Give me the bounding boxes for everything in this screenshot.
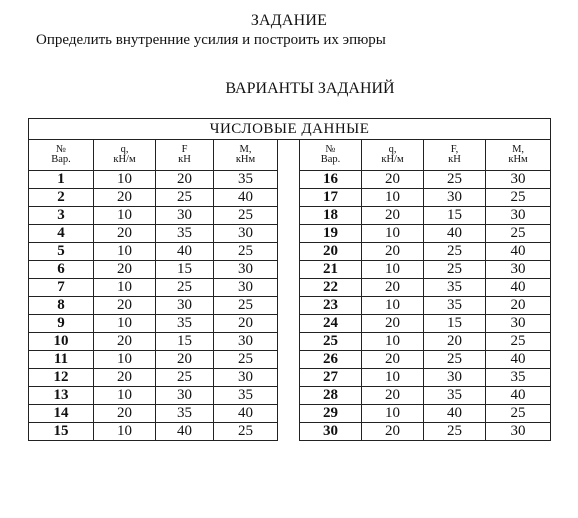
table-cell: 10 — [94, 315, 156, 333]
column-gap — [278, 189, 300, 207]
table-cell: 35 — [214, 387, 278, 405]
variant-number-cell: 9 — [29, 315, 94, 333]
column-gap — [278, 140, 300, 171]
table-cell: 20 — [156, 171, 214, 189]
header-cell: q, кН/м — [362, 140, 424, 171]
table-cell: 15 — [424, 207, 486, 225]
table-row — [29, 189, 551, 207]
table-cell: 15 — [424, 315, 486, 333]
table-cell: 25 — [156, 279, 214, 297]
variant-number-cell: 15 — [29, 423, 94, 441]
table-row — [29, 243, 551, 261]
variant-number-cell: 1 — [29, 171, 94, 189]
table-cell: 20 — [486, 297, 551, 315]
header-cell: F кН — [156, 140, 214, 171]
table-cell: 25 — [214, 423, 278, 441]
variant-number-cell: 10 — [29, 333, 94, 351]
table-cell: 10 — [362, 369, 424, 387]
table-row — [29, 405, 551, 423]
variant-number-cell: 17 — [300, 189, 362, 207]
column-gap — [278, 207, 300, 225]
variant-number-cell: 11 — [29, 351, 94, 369]
column-gap — [278, 315, 300, 333]
table-row — [29, 225, 551, 243]
table-cell: 30 — [214, 369, 278, 387]
table-cell: 40 — [486, 387, 551, 405]
table-cell: 20 — [362, 387, 424, 405]
table-cell: 40 — [424, 225, 486, 243]
table-cell: 10 — [362, 297, 424, 315]
column-gap — [278, 351, 300, 369]
variant-number-cell: 6 — [29, 261, 94, 279]
table-cell: 25 — [424, 351, 486, 369]
table-cell: 30 — [486, 171, 551, 189]
column-gap — [278, 423, 300, 441]
table-cell: 20 — [94, 297, 156, 315]
table-cell: 35 — [424, 279, 486, 297]
table-row — [29, 261, 551, 279]
table-row — [29, 279, 551, 297]
table-cell: 10 — [362, 225, 424, 243]
variant-number-cell: 30 — [300, 423, 362, 441]
table-cell: 10 — [362, 405, 424, 423]
table-row — [29, 333, 551, 351]
header-cell: М, кНм — [486, 140, 551, 171]
table-cell: 20 — [362, 279, 424, 297]
table-cell: 35 — [214, 171, 278, 189]
table-cell: 20 — [362, 351, 424, 369]
table-cell: 40 — [156, 243, 214, 261]
table-cell: 25 — [424, 423, 486, 441]
table-cell: 20 — [362, 423, 424, 441]
table-cell: 25 — [424, 171, 486, 189]
table-row — [29, 171, 551, 189]
header-cell: q, кН/м — [94, 140, 156, 171]
table-cell: 30 — [156, 207, 214, 225]
column-gap — [278, 387, 300, 405]
table-cell: 20 — [362, 315, 424, 333]
table-header-row — [29, 140, 551, 171]
column-gap — [278, 243, 300, 261]
variant-number-cell: 25 — [300, 333, 362, 351]
header-cell: № Вар. — [29, 140, 94, 171]
table-cell: 40 — [214, 189, 278, 207]
table-row — [29, 351, 551, 369]
table-row — [29, 207, 551, 225]
column-gap — [278, 261, 300, 279]
table-cell: 35 — [156, 405, 214, 423]
variant-number-cell: 5 — [29, 243, 94, 261]
table-row — [29, 297, 551, 315]
task-description: Определить внутренние усилия и построить их эпюры — [36, 32, 386, 48]
table-cell: 10 — [362, 261, 424, 279]
table-cell: 20 — [94, 405, 156, 423]
table-cell: 10 — [94, 243, 156, 261]
table-cell: 20 — [94, 333, 156, 351]
table-row — [29, 423, 551, 441]
table-cell: 40 — [486, 351, 551, 369]
variants-title: ВАРИАНТЫ ЗАДАНИЙ — [225, 80, 395, 97]
variant-number-cell: 2 — [29, 189, 94, 207]
variant-number-cell: 13 — [29, 387, 94, 405]
variant-number-cell: 21 — [300, 261, 362, 279]
column-gap — [278, 297, 300, 315]
table-row — [29, 387, 551, 405]
table-cell: 35 — [156, 225, 214, 243]
column-gap — [278, 225, 300, 243]
table-cell: 25 — [156, 369, 214, 387]
variant-number-cell: 8 — [29, 297, 94, 315]
header-cell: М, кНм — [214, 140, 278, 171]
variant-number-cell: 4 — [29, 225, 94, 243]
header-cell: F, кН — [424, 140, 486, 171]
table-cell: 30 — [214, 279, 278, 297]
table-cell: 30 — [156, 387, 214, 405]
table-cell: 25 — [214, 351, 278, 369]
table-cell: 40 — [214, 405, 278, 423]
table-cell: 35 — [156, 315, 214, 333]
table-cell: 20 — [94, 369, 156, 387]
table-cell: 25 — [486, 405, 551, 423]
table-cell: 25 — [214, 207, 278, 225]
table-cell: 20 — [424, 333, 486, 351]
table-cell: 25 — [214, 297, 278, 315]
table-cell: 20 — [362, 171, 424, 189]
variant-number-cell: 22 — [300, 279, 362, 297]
table-cell: 20 — [362, 207, 424, 225]
table-cell: 25 — [486, 189, 551, 207]
table-cell: 10 — [94, 387, 156, 405]
column-gap — [278, 333, 300, 351]
table-caption: ЧИСЛОВЫЕ ДАННЫЕ — [29, 119, 551, 140]
table-cell: 15 — [156, 333, 214, 351]
table-cell: 10 — [94, 171, 156, 189]
table-cell: 25 — [424, 243, 486, 261]
variant-number-cell: 26 — [300, 351, 362, 369]
variant-number-cell: 16 — [300, 171, 362, 189]
column-gap — [278, 405, 300, 423]
variant-number-cell: 23 — [300, 297, 362, 315]
variant-number-cell: 24 — [300, 315, 362, 333]
variant-number-cell: 29 — [300, 405, 362, 423]
table-cell: 30 — [214, 225, 278, 243]
table-cell: 10 — [94, 279, 156, 297]
table-cell: 20 — [214, 315, 278, 333]
variant-number-cell: 28 — [300, 387, 362, 405]
table-cell: 30 — [486, 315, 551, 333]
variant-number-cell: 18 — [300, 207, 362, 225]
table-cell: 10 — [362, 333, 424, 351]
table-cell: 25 — [486, 225, 551, 243]
header-cell: № Вар. — [300, 140, 362, 171]
table-cell: 10 — [362, 189, 424, 207]
variant-number-cell: 3 — [29, 207, 94, 225]
variant-number-cell: 20 — [300, 243, 362, 261]
table-cell: 20 — [94, 225, 156, 243]
variant-number-cell: 14 — [29, 405, 94, 423]
table-cell: 10 — [94, 207, 156, 225]
table-cell: 30 — [424, 369, 486, 387]
table-cell: 20 — [362, 243, 424, 261]
table-row — [29, 315, 551, 333]
table-cell: 35 — [486, 369, 551, 387]
variant-number-cell: 27 — [300, 369, 362, 387]
table-cell: 40 — [424, 405, 486, 423]
table-cell: 25 — [424, 261, 486, 279]
numeric-data-table — [28, 118, 551, 441]
variant-number-cell: 12 — [29, 369, 94, 387]
table-cell: 25 — [156, 189, 214, 207]
table-cell: 10 — [94, 351, 156, 369]
column-gap — [278, 369, 300, 387]
variant-number-cell: 7 — [29, 279, 94, 297]
table-cell: 35 — [424, 297, 486, 315]
table-cell: 25 — [214, 243, 278, 261]
table-cell: 30 — [156, 297, 214, 315]
column-gap — [278, 279, 300, 297]
table-cell: 20 — [156, 351, 214, 369]
table-cell: 30 — [486, 207, 551, 225]
table-cell: 10 — [94, 423, 156, 441]
table-cell: 20 — [94, 189, 156, 207]
table-cell: 40 — [486, 243, 551, 261]
table-cell: 30 — [214, 261, 278, 279]
table-cell: 30 — [214, 333, 278, 351]
column-gap — [278, 171, 300, 189]
table-cell: 20 — [94, 261, 156, 279]
table-cell: 30 — [486, 423, 551, 441]
table-cell: 40 — [486, 279, 551, 297]
table-cell: 30 — [424, 189, 486, 207]
table-row — [29, 369, 551, 387]
table-cell: 40 — [156, 423, 214, 441]
page-title: ЗАДАНИЕ — [250, 12, 328, 29]
table-cell: 15 — [156, 261, 214, 279]
table-cell: 30 — [486, 261, 551, 279]
table-cell: 25 — [486, 333, 551, 351]
variant-number-cell: 19 — [300, 225, 362, 243]
table-cell: 35 — [424, 387, 486, 405]
